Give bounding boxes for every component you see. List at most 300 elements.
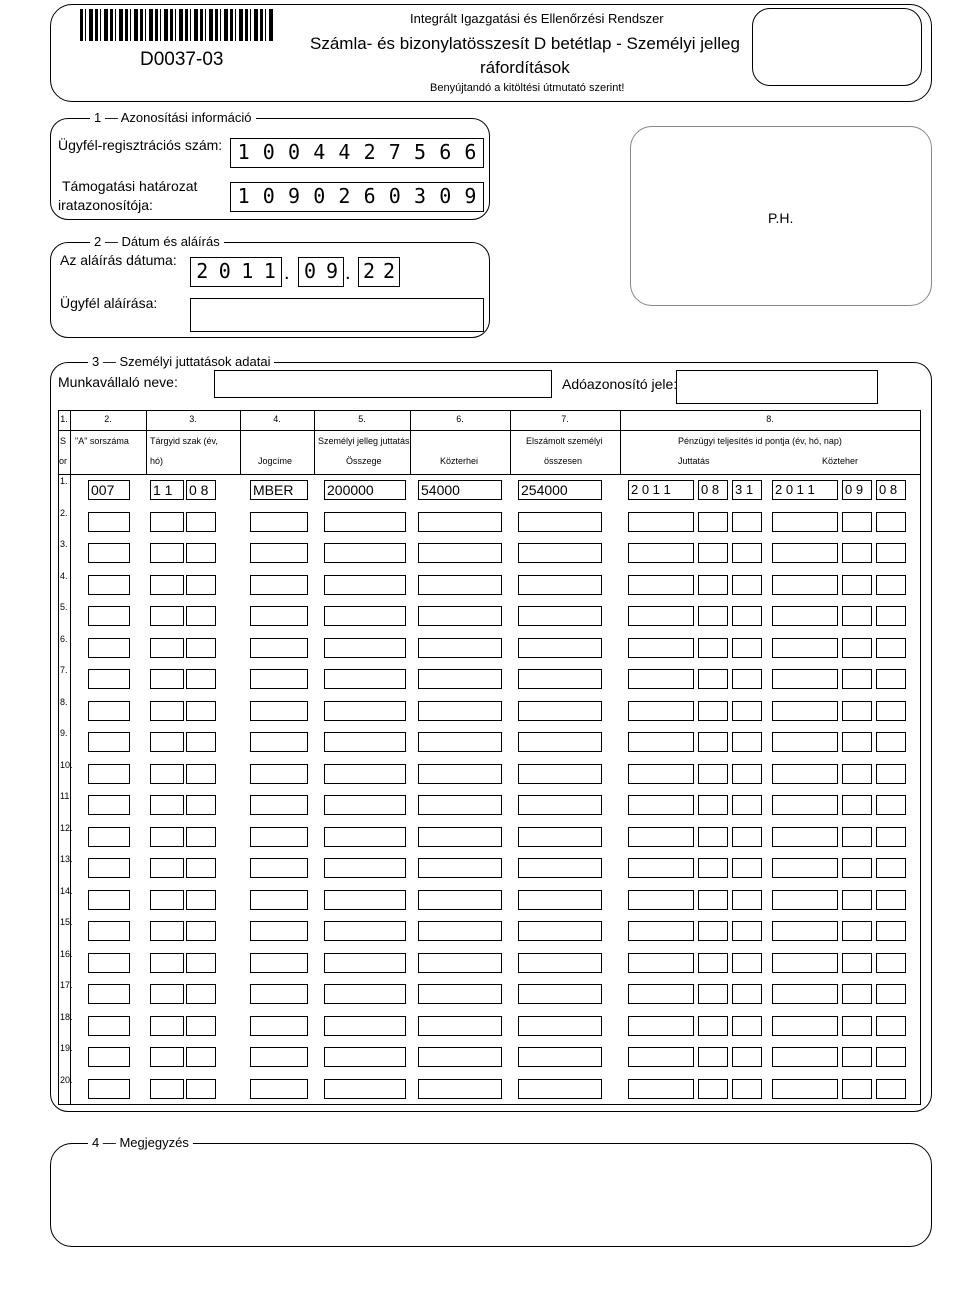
elszamolt-cell[interactable] [518,732,602,752]
juttatas-month-value: 0 8 [701,482,720,497]
elszamolt-cell[interactable] [518,1079,602,1099]
kozteher-day-cell[interactable] [876,890,906,910]
date-year-field[interactable] [190,257,282,287]
year-cell[interactable] [150,953,184,973]
juttatas-month-cell[interactable] [698,575,728,595]
jogcim-cell[interactable] [250,1079,308,1099]
jogcim-cell[interactable] [250,638,308,658]
kozterh-cell[interactable] [418,1016,502,1036]
osszeg-value: 200000 [327,482,374,498]
osszeg-cell[interactable] [324,638,406,658]
juttatas-month-cell[interactable] [698,890,728,910]
osszeg-cell[interactable] [324,921,406,941]
juttatas-year-cell[interactable] [628,669,694,689]
kozteher-year-cell[interactable] [772,984,838,1004]
kozterh-cell[interactable] [418,606,502,626]
row-number: 19. [60,1043,73,1053]
kozteher-month-cell[interactable] [842,858,872,878]
year-cell[interactable] [150,984,184,1004]
elszamolt-cell[interactable] [518,795,602,815]
elszamolt-cell[interactable] [518,543,602,563]
a-sorszama-cell[interactable] [88,827,130,847]
juttatas-month-cell[interactable] [698,827,728,847]
elszamolt-cell[interactable] [518,606,602,626]
elszamolt-cell[interactable] [518,1047,602,1067]
month-cell[interactable] [186,732,216,752]
osszeg-cell[interactable] [324,606,406,626]
kozteher-year-cell[interactable] [772,764,838,784]
juttatas-day-cell[interactable] [732,984,762,1004]
osszeg-cell[interactable] [324,795,406,815]
juttatas-day-cell[interactable] [732,606,762,626]
kozteher-day-cell[interactable] [876,512,906,532]
year-cell[interactable] [150,764,184,784]
juttatas-year-cell[interactable] [628,701,694,721]
month-cell[interactable] [186,543,216,563]
digit: 1 [263,259,276,283]
row-number: 4. [60,570,68,581]
juttatas-month-cell[interactable] [698,1047,728,1067]
osszeg-cell[interactable] [324,1016,406,1036]
jogcim-cell[interactable] [250,543,308,563]
year-cell[interactable] [150,858,184,878]
jogcim-cell[interactable] [250,827,308,847]
kozteher-year-cell[interactable] [772,1016,838,1036]
signature-field[interactable] [190,298,484,332]
a-sorszama-cell[interactable] [88,669,130,689]
year-cell[interactable] [150,827,184,847]
kozteher-day-cell[interactable] [876,795,906,815]
a-sorszama-cell[interactable] [88,890,130,910]
kozterh-cell[interactable] [418,921,502,941]
year-cell[interactable] [150,890,184,910]
kozteher-day-cell[interactable] [876,669,906,689]
juttatas-year-cell[interactable] [628,543,694,563]
osszeg-cell[interactable] [324,543,406,563]
elszamolt-cell[interactable] [518,638,602,658]
row-number: 20. [60,1074,73,1085]
kozteher-day-cell[interactable] [876,984,906,1004]
month-cell[interactable] [186,984,216,1004]
juttatas-month-cell[interactable] [698,1079,728,1099]
juttatas-year-cell[interactable] [628,606,694,626]
juttatas-year-cell[interactable] [628,1016,694,1036]
header-rule [58,410,920,411]
kozteher-day-cell[interactable] [876,764,906,784]
a-sorszama-cell[interactable] [88,575,130,595]
kozteher-month-cell[interactable] [842,512,872,532]
kozterh-cell[interactable] [418,575,502,595]
column-divider [314,410,315,474]
digit: 0 [313,184,326,208]
digit: 4 [313,140,326,164]
row-number: 5. [60,602,68,612]
elszamolt-cell[interactable] [518,827,602,847]
kozteher-day-cell[interactable] [876,701,906,721]
jogcim-cell[interactable] [250,984,308,1004]
juttatas-year-cell[interactable] [628,827,694,847]
year-cell[interactable] [150,543,184,563]
a-sorszama-cell[interactable] [88,764,130,784]
digit: 9 [287,184,301,208]
kozteher-year-cell[interactable] [772,638,838,658]
section4-title: 4 — Megjegyzés [88,1135,193,1150]
juttatas-year-cell[interactable] [628,984,694,1004]
juttatas-day-cell[interactable] [732,1079,762,1099]
elszamolt-cell[interactable] [518,1016,602,1036]
kozteher-month-cell[interactable] [842,1016,872,1036]
elszamolt-cell[interactable] [518,575,602,595]
elszamolt-cell[interactable] [518,921,602,941]
osszeg-cell[interactable] [324,984,406,1004]
osszeg-cell[interactable] [324,827,406,847]
kozteher-month-cell[interactable] [842,606,872,626]
month-cell[interactable] [186,1047,216,1067]
kozteher-day-cell[interactable] [876,543,906,563]
kozteher-month-cell[interactable] [842,732,872,752]
elszamolt-cell[interactable] [518,669,602,689]
jogcim-cell[interactable] [250,1047,308,1067]
kozteher-day-cell[interactable] [876,606,906,626]
jogcim-cell[interactable] [250,512,308,532]
osszeg-cell[interactable] [324,1079,406,1099]
jogcim-cell[interactable] [250,669,308,689]
jogcim-cell[interactable] [250,890,308,910]
reg-number-field[interactable] [230,138,484,168]
osszeg-cell[interactable] [324,512,406,532]
kozteher-year-cell[interactable] [772,1047,838,1067]
column-number: 7. [561,414,569,424]
year-cell[interactable] [150,575,184,595]
table-left-rule [58,410,59,1105]
kozterh-cell[interactable] [418,764,502,784]
kozteher-day-cell[interactable] [876,732,906,752]
juttatas-year-cell[interactable] [628,921,694,941]
kozteher-month-cell[interactable] [842,701,872,721]
month-cell[interactable] [186,701,216,721]
header-osszege: Összege [346,456,382,466]
kozterh-cell[interactable] [418,543,502,563]
a-sorszama-cell[interactable] [88,953,130,973]
column-divider [146,410,147,474]
kozteher-day-cell[interactable] [876,1047,906,1067]
jogcim-cell[interactable] [250,732,308,752]
header-or: or [59,456,68,466]
header-jogcime: Jogcíme [258,456,293,466]
juttatas-month-cell[interactable] [698,638,728,658]
juttatas-day-cell[interactable] [732,543,762,563]
kozteher-year-cell[interactable] [772,827,838,847]
kozteher-month-cell[interactable] [842,984,872,1004]
kozteher-day-cell[interactable] [876,953,906,973]
month-cell[interactable] [186,606,216,626]
a-sorszama-cell[interactable] [88,921,130,941]
osszeg-cell[interactable] [324,575,406,595]
note-field[interactable] [58,1158,920,1236]
osszeg-cell[interactable] [324,701,406,721]
kozteher-year-cell[interactable] [772,858,838,878]
juttatas-month-cell[interactable] [698,953,728,973]
year-cell[interactable] [150,795,184,815]
juttatas-month-cell[interactable] [698,701,728,721]
juttatas-day-cell[interactable] [732,953,762,973]
month-cell[interactable] [186,827,216,847]
header-targyid-2: hó) [150,456,164,466]
kozteher-year-cell[interactable] [772,575,838,595]
kozteher-day-value: 0 8 [879,482,898,497]
month-cell[interactable] [186,512,216,532]
jogcim-cell[interactable] [250,701,308,721]
juttatas-day-cell[interactable] [732,795,762,815]
kozterh-cell[interactable] [418,827,502,847]
juttatas-day-cell[interactable] [732,512,762,532]
juttatas-day-cell[interactable] [732,1016,762,1036]
kozteher-year-cell[interactable] [772,669,838,689]
tax-id-field[interactable] [676,370,878,404]
juttatas-day-cell[interactable] [732,764,762,784]
kozterh-cell[interactable] [418,890,502,910]
kozterh-cell[interactable] [418,1047,502,1067]
row-number: 12. [60,822,73,833]
row-number: 17. [60,980,73,990]
kozteher-month-cell[interactable] [842,638,872,658]
kozteher-day-cell[interactable] [876,858,906,878]
employee-name-field[interactable] [214,370,552,398]
month-cell[interactable] [186,575,216,595]
osszeg-cell[interactable] [324,669,406,689]
juttatas-day-cell[interactable] [732,827,762,847]
juttatas-month-cell[interactable] [698,606,728,626]
jogcim-cell[interactable] [250,953,308,973]
kozteher-year-cell[interactable] [772,701,838,721]
a-sorszama-cell[interactable] [88,1016,130,1036]
row-number: 13. [60,854,73,864]
juttatas-day-cell[interactable] [732,1047,762,1067]
kozteher-day-cell[interactable] [876,1079,906,1099]
year-cell[interactable] [150,669,184,689]
month-cell[interactable] [186,921,216,941]
decision-label-line2: iratazonosítója: [58,197,153,213]
juttatas-month-cell[interactable] [698,732,728,752]
kozteher-month-cell[interactable] [842,575,872,595]
jogcim-cell[interactable] [250,795,308,815]
kozterh-cell[interactable] [418,953,502,973]
kozterh-cell[interactable] [418,638,502,658]
section3-title: 3 — Személyi juttatások adatai [88,354,274,369]
a-sorszama-cell[interactable] [88,512,130,532]
juttatas-year-cell[interactable] [628,858,694,878]
osszeg-cell[interactable] [324,890,406,910]
jogcim-cell[interactable] [250,606,308,626]
reg-number-label: Ügyfél-regisztrációs szám: [58,137,223,153]
header-juttatas: Juttatás [678,456,710,466]
juttatas-month-cell[interactable] [698,795,728,815]
month-cell[interactable] [186,953,216,973]
kozteher-month-cell[interactable] [842,543,872,563]
month-cell[interactable] [186,669,216,689]
jogcim-cell[interactable] [250,1016,308,1036]
kozteher-year-cell[interactable] [772,890,838,910]
elszamolt-cell[interactable] [518,512,602,532]
kozteher-month-cell[interactable] [842,1047,872,1067]
kozteher-day-cell[interactable] [876,575,906,595]
year-cell[interactable] [150,638,184,658]
juttatas-day-cell[interactable] [732,701,762,721]
a-sorszama-cell[interactable] [88,638,130,658]
elszamolt-cell[interactable] [518,764,602,784]
section2-title: 2 — Dátum és aláírás [90,234,224,249]
row-number: 3. [60,539,68,549]
decision-id-field[interactable] [230,182,484,212]
juttatas-day-cell[interactable] [732,575,762,595]
kozteher-year-cell[interactable] [772,606,838,626]
elszamolt-cell[interactable] [518,701,602,721]
osszeg-cell[interactable] [324,732,406,752]
elszamolt-cell[interactable] [518,858,602,878]
year-cell[interactable] [150,512,184,532]
month-cell[interactable] [186,890,216,910]
row-number: 18. [60,1011,73,1022]
juttatas-day-value: 3 1 [735,482,754,497]
jogcim-cell[interactable] [250,921,308,941]
month-cell[interactable] [186,1079,216,1099]
column-number: 4. [273,414,281,424]
a-sorszama-cell[interactable] [88,543,130,563]
year-cell[interactable] [150,1079,184,1099]
year-cell[interactable] [150,1016,184,1036]
header-elszamolt: Elszámolt személyi [526,436,603,446]
kozterh-cell[interactable] [418,732,502,752]
osszeg-cell[interactable] [324,953,406,973]
juttatas-month-cell[interactable] [698,512,728,532]
juttatas-month-cell[interactable] [698,1016,728,1036]
juttatas-month-cell[interactable] [698,669,728,689]
a-sorszama-cell[interactable] [88,1079,130,1099]
juttatas-month-cell[interactable] [698,921,728,941]
kozteher-year-cell[interactable] [772,512,838,532]
elszamolt-cell[interactable] [518,890,602,910]
a-sorszama-cell[interactable] [88,984,130,1004]
kozteher-month-cell[interactable] [842,764,872,784]
jogcim-cell[interactable] [250,575,308,595]
osszeg-cell[interactable] [324,858,406,878]
juttatas-year-cell[interactable] [628,1079,694,1099]
juttatas-year-cell[interactable] [628,1047,694,1067]
kozteher-year-cell[interactable] [772,1079,838,1099]
kozteher-month-cell[interactable] [842,890,872,910]
juttatas-day-cell[interactable] [732,638,762,658]
month-cell[interactable] [186,858,216,878]
a-sorszama-cell[interactable] [88,858,130,878]
kozterh-cell[interactable] [418,858,502,878]
kozterh-cell[interactable] [418,795,502,815]
kozterh-cell[interactable] [418,984,502,1004]
juttatas-day-cell[interactable] [732,921,762,941]
year-cell[interactable] [150,732,184,752]
juttatas-month-cell[interactable] [698,858,728,878]
month-cell[interactable] [186,638,216,658]
kozteher-month-cell[interactable] [842,921,872,941]
juttatas-year-cell[interactable] [628,953,694,973]
juttatas-year-cell[interactable] [628,512,694,532]
kozteher-month-cell[interactable] [842,1079,872,1099]
digit: 2 [338,184,351,208]
year-cell[interactable] [150,921,184,941]
kozteher-day-cell[interactable] [876,921,906,941]
form-title-line2: ráfordítások [480,58,570,77]
instruction-text: Benyújtandó a kitöltési útmutató szerint! [430,82,625,94]
a-sorszama-cell[interactable] [88,606,130,626]
month-cell[interactable] [186,795,216,815]
row-number: 10. [60,759,73,770]
kozteher-month-cell[interactable] [842,953,872,973]
column-number: 2. [104,414,112,424]
a-sorszama-cell[interactable] [88,795,130,815]
kozterh-cell[interactable] [418,669,502,689]
year-cell[interactable] [150,606,184,626]
kozterh-cell[interactable] [418,1079,502,1099]
kozteher-month-cell[interactable] [842,795,872,815]
stamp-label: P.H. [768,210,794,226]
date-day-field[interactable] [358,257,400,287]
year-cell[interactable] [150,1047,184,1067]
kozterh-cell[interactable] [418,512,502,532]
kozteher-month-cell[interactable] [842,669,872,689]
date-month-field[interactable] [298,257,344,287]
month-cell[interactable] [186,764,216,784]
juttatas-day-cell[interactable] [732,669,762,689]
kozteher-year-cell[interactable] [772,732,838,752]
kozteher-day-cell[interactable] [876,1016,906,1036]
juttatas-year-cell[interactable] [628,890,694,910]
juttatas-month-cell[interactable] [698,543,728,563]
juttatas-day-cell[interactable] [732,858,762,878]
juttatas-month-cell[interactable] [698,764,728,784]
juttatas-year-cell[interactable] [628,575,694,595]
juttatas-year-cell[interactable] [628,732,694,752]
header-rule [58,474,920,475]
a-sorszama-cell[interactable] [88,732,130,752]
kozteher-year-cell[interactable] [772,795,838,815]
kozteher-year-cell[interactable] [772,543,838,563]
a-sorszama-cell[interactable] [88,1047,130,1067]
osszeg-cell[interactable] [324,1047,406,1067]
juttatas-day-cell[interactable] [732,890,762,910]
juttatas-year-cell[interactable] [628,638,694,658]
kozteher-year-cell[interactable] [772,921,838,941]
digit: 0 [439,184,452,208]
kozterh-cell[interactable] [418,701,502,721]
kozteher-month-cell[interactable] [842,827,872,847]
juttatas-month-cell[interactable] [698,984,728,1004]
digit: 6 [363,184,376,208]
juttatas-day-cell[interactable] [732,732,762,752]
column-divider [410,410,411,474]
osszeg-cell[interactable] [324,764,406,784]
elszamolt-cell[interactable] [518,953,602,973]
juttatas-year-cell[interactable] [628,764,694,784]
a-sorszama-cell[interactable] [88,701,130,721]
juttatas-year-cell[interactable] [628,795,694,815]
kozteher-year-cell[interactable] [772,953,838,973]
kozteher-day-cell[interactable] [876,827,906,847]
jogcim-cell[interactable] [250,764,308,784]
jogcim-cell[interactable] [250,858,308,878]
month-cell[interactable] [186,1016,216,1036]
kozteher-day-cell[interactable] [876,638,906,658]
elszamolt-cell[interactable] [518,984,602,1004]
year-cell[interactable] [150,701,184,721]
